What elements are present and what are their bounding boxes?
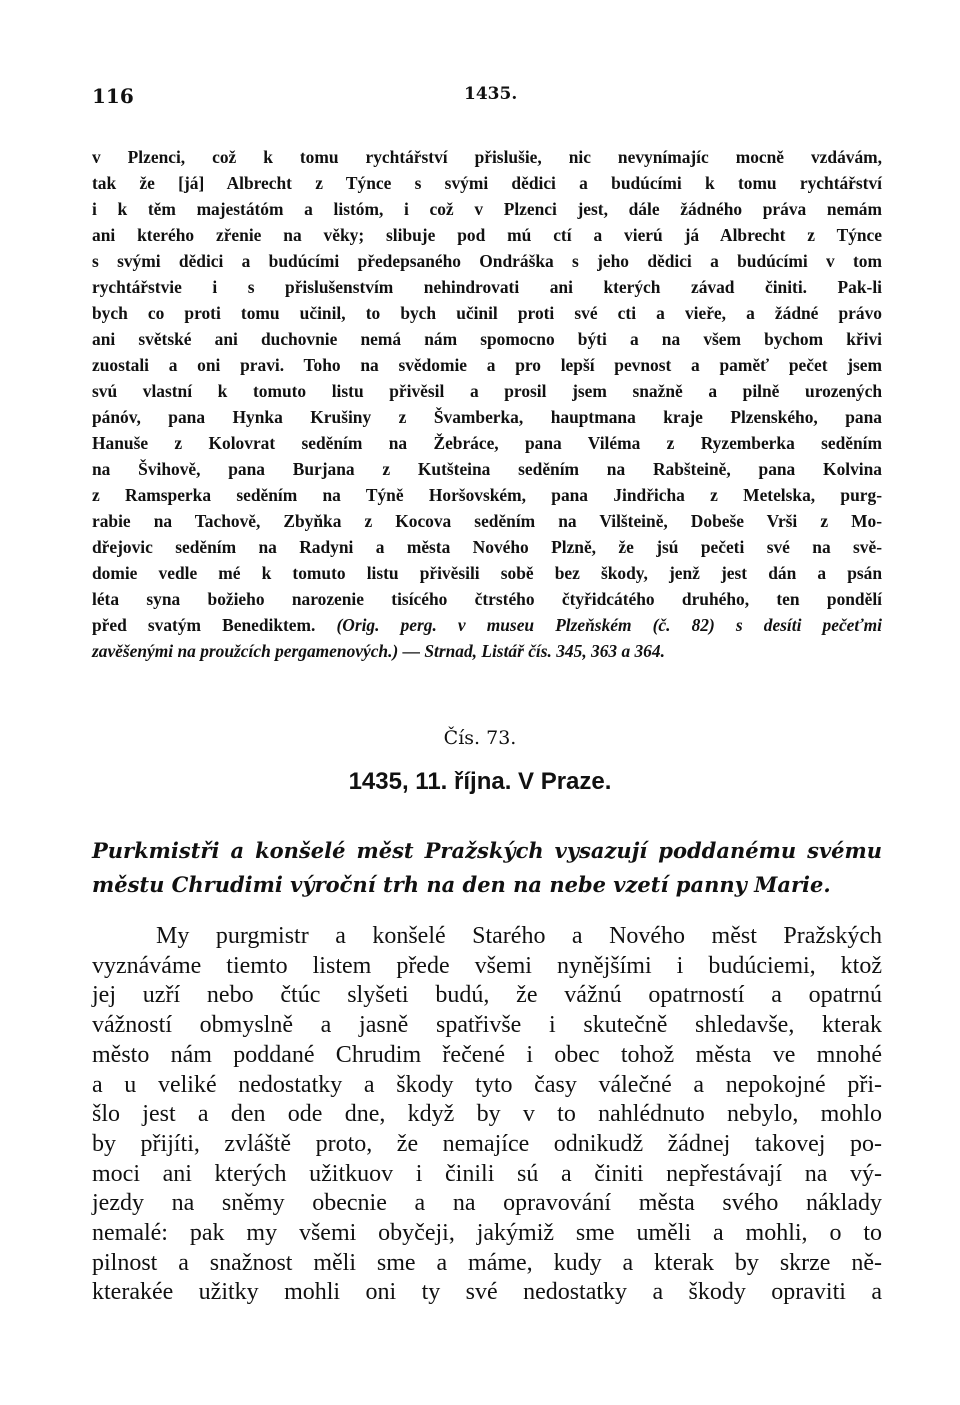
text-line: moci ani kterých užitkuov i činili sú a činiti nepřestávají na vý- xyxy=(92,1160,882,1187)
text-line: svú vlastní k tomuto listu přivěsil a prosil jsem snažně a pilně urozených xyxy=(92,381,882,401)
text-line: vážností obmyslně a jasně spatřivše i skutečně shledavše, kterak xyxy=(92,1012,882,1039)
page-number: 116 xyxy=(92,84,134,108)
document-summary xyxy=(92,834,882,902)
text-line: jezdy na sněmy obecnie a na opravování města svého náklady xyxy=(92,1190,882,1217)
text-line: zuostali a oni pravi. Toho na svědomie a pro lepší pevnost a paměť pečet jsem xyxy=(92,355,882,375)
text-line: domie vedle mé k tomuto listu přivěsili sobě bez škody, jenž jest dán a psán xyxy=(92,563,882,583)
text-line: pilnost a snažnost měli sme a máme, kudy a kterak by skrze ně- xyxy=(92,1249,882,1276)
source-note-continuation: zavěšenými na proužcích pergamenových.) — Strnad, Listář čís. 345, 363 a 364. xyxy=(92,641,665,661)
text-line: a u veliké nedostatky a škody tyto časy válečné a nepokojné při- xyxy=(92,1071,882,1098)
text-line: z Ramsperka seděním na Týně Horšovském, pana Jindřicha z Metelska, purg- xyxy=(92,485,882,505)
text-line: by přijíti, zvláště proto, že nemajíce odnikudž žádnej takovej po- xyxy=(92,1130,882,1157)
text-line xyxy=(92,612,882,638)
document-number: Čís. 73. xyxy=(443,727,517,749)
text-line: jej uzří nebo čtúc slyšeti budú, že vážnú opatrností a opatrnú xyxy=(92,982,882,1009)
text-line: rabie na Tachově, Zbyňka z Kocova seděním na Vilšteině, Dobeše Vrši z Mo- xyxy=(92,511,882,531)
summary-line: městu Chrudimi výroční trh na den na nebe vzetí panny Marie. xyxy=(92,872,831,897)
text-line: i k těm majestátóm a listóm, i což v Plzenci jest, dále žádného práva nemám xyxy=(92,199,882,219)
text-line: My purgmistr a konšelé Starého a Nového měst Pražských xyxy=(156,923,882,949)
text-line: Hanuše z Kolovrat seděním na Žebráce, pana Viléma z Ryzemberka seděním xyxy=(92,433,882,453)
text-line: nemalé: pak my všemi obyčeji, jakýmiž sme uměli a mohli, o to xyxy=(92,1220,882,1247)
closing-phrase: před svatým Benediktem. xyxy=(92,615,316,635)
text-line: dřejovic seděním na Radyni a města Nového Plzně, že jsú pečeti své na svě- xyxy=(92,537,882,557)
previous-document-text xyxy=(92,144,882,664)
text-line: šlo jest a den ode dne, když by v to nahlédnuto nebylo, mohlo xyxy=(92,1101,882,1128)
page-header xyxy=(92,84,882,114)
text-line: v Plzenci, což k tomu rychtářství přislušie, nic nevynímajíc mocně vzdávám, xyxy=(92,147,882,167)
text-line: ani světské ani duchovnie nemá nám spomocno býti a na všem bychom křivi xyxy=(92,329,882,349)
document-text xyxy=(92,922,882,1308)
summary-line: Purkmistři a konšelé měst Pražských vysazují poddanému svému xyxy=(92,838,882,863)
text-line: na Švihově, pana Burjana z Kutšteina seděním na Rabšteině, pana Kolvina xyxy=(92,459,882,479)
text-line: ani kterého zřenie na věky; slibuje pod mú ctí a vierú já Albrecht z Týnce xyxy=(92,225,882,245)
text-line: kterakée užitky mohli oni ty své nedostatky a škody opraviti a xyxy=(92,1279,882,1306)
running-head-year: 1435. xyxy=(464,84,518,104)
text-line: město nám poddané Chrudim řečené i obec tohož města ve mnohé xyxy=(92,1041,882,1068)
text-line: pánóv, pana Hynka Krušiny z Švamberka, hauptmana kraje Plzenského, pana xyxy=(92,407,882,427)
text-line: bych co proti tomu učinil, to bych učinil proti své cti a vieře, a žádné právo xyxy=(92,303,882,323)
document-date-place: 1435, 11. října. V Praze. xyxy=(348,768,612,795)
text-line: rychtářstvie i s přislušenstvím nehindrovati ani kterých závad činiti. Pak-li xyxy=(92,277,882,297)
text-line: léta syna božieho narozenie tisícého čtrstého čtyřidcátého druhého, ten pondělí xyxy=(92,589,882,609)
text-line: vyznáváme tiemto listem přede všemi nynějšími i budúciemi, ktož xyxy=(92,952,882,979)
text-line: s svými dědici a budúcími předepsaného Ondráška s jeho dědici a budúcími v tom xyxy=(92,251,882,271)
text-line: tak že [já] Albrecht z Týnce s svými dědici a budúcími k tomu rychtářství xyxy=(92,173,882,193)
source-note: (Orig. perg. v museu Plzeňském (č. 82) s desíti pečeťmi xyxy=(336,615,882,635)
